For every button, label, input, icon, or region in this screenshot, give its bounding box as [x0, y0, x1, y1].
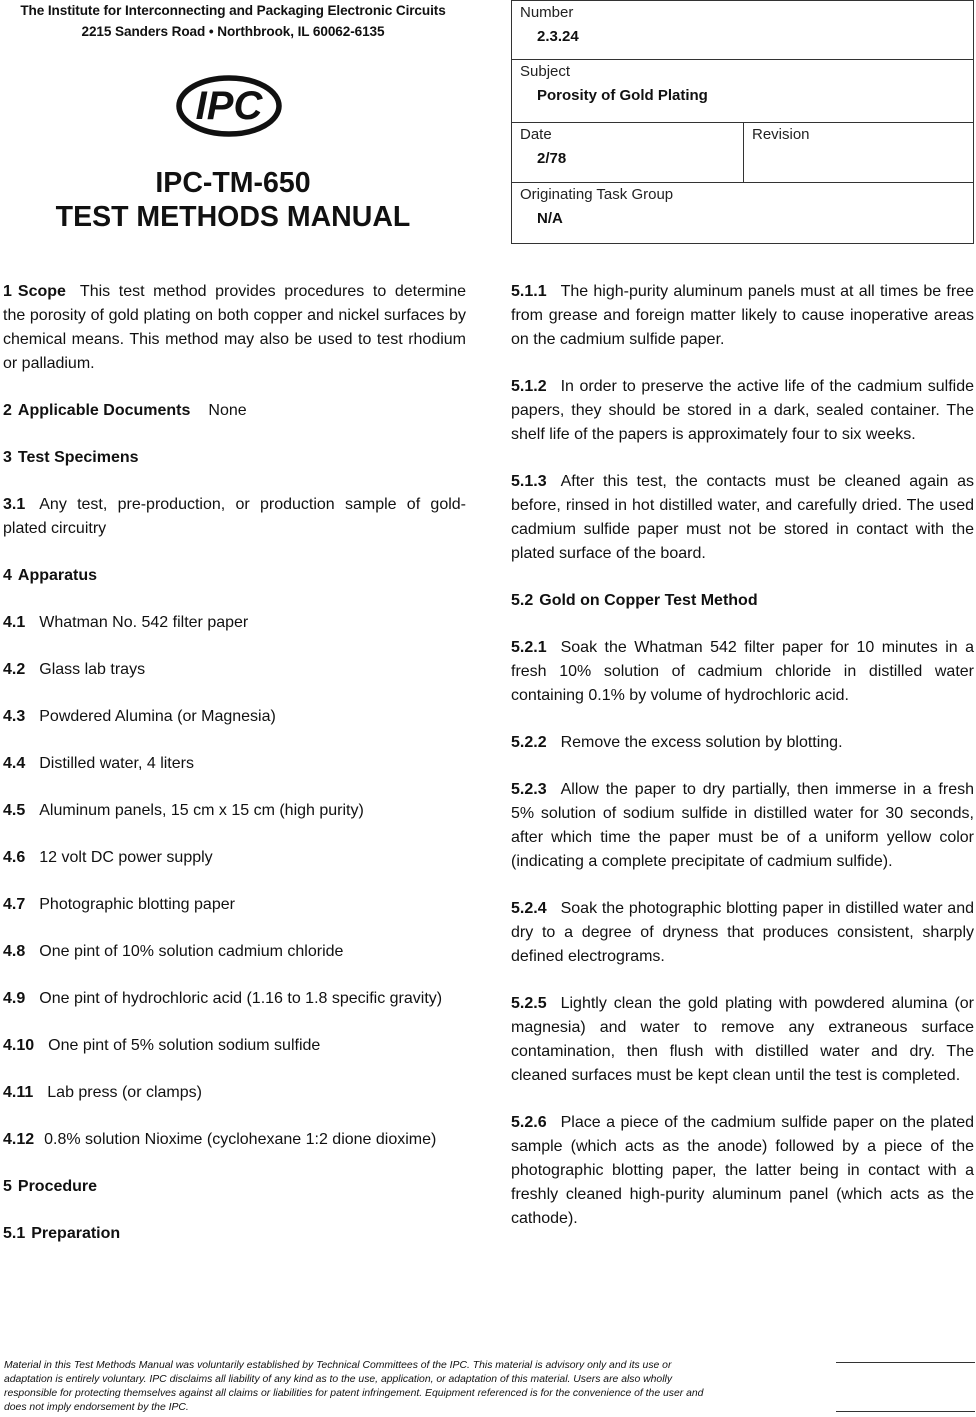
- item-number: 4.12: [3, 1131, 35, 1148]
- paragraph-text: Lightly clean the gold plating with powdered alumina (or magnesia) and water to remove any extraneous surface contamination, then flush with distilled water and dry. The cleaned surfaces must be kept clean until the test is completed.: [511, 995, 974, 1084]
- item-number: 4.1: [3, 614, 26, 631]
- item-text: One pint of 5% solution sodium sulfide: [48, 1037, 321, 1054]
- section-heading: 5.1 Preparation: [3, 1225, 121, 1242]
- section-test-specimens: [3, 446, 466, 470]
- paragraph-5-1-1: [511, 280, 974, 352]
- item-text: Glass lab trays: [39, 661, 146, 678]
- manual-title-line1: IPC-TM-650: [155, 167, 311, 199]
- item-number: 4.8: [3, 943, 26, 960]
- date-value: 2/78: [537, 150, 567, 167]
- organization-address: 2215 Sanders Road • Northbrook, IL 60062-6135: [81, 24, 385, 39]
- section-heading: 5 Procedure: [3, 1178, 98, 1195]
- manual-title: [0, 166, 466, 234]
- item-text: Whatman No. 542 filter paper: [39, 614, 249, 631]
- item-text: Photographic blotting paper: [39, 896, 235, 913]
- number-value: 2.3.24: [537, 28, 579, 45]
- subject-cell: [512, 60, 973, 123]
- paragraph-number: 5.2.3: [511, 781, 547, 798]
- paragraph-5-2-4: [511, 897, 974, 969]
- apparatus-item: [3, 611, 466, 635]
- paragraph-number: 5.1.3: [511, 473, 547, 490]
- disclaimer-footer: Material in this Test Methods Manual was voluntarily established by Technical Committees of the IPC. This material is advisory only and its use or adaptation is entirely voluntary. IPC disclaims all liability of any kind as to the use, application, or adaptation of this material. Users are also wholly responsible for protecting themselves against all claims or liabilities for patent infringement. Equipment referenced is for the convenience of the user and does not imply endorsement by the IPC.: [4, 1360, 704, 1413]
- item-number: 4.7: [3, 896, 26, 913]
- footer-divider: [836, 1411, 975, 1412]
- task-group-cell: [512, 183, 973, 243]
- paragraph-text: Soak the Whatman 542 filter paper for 10 minutes in a fresh 10% solution of cadmium chloride in distilled water containing 0.1% by volume of hydrochloric acid.: [511, 639, 974, 704]
- paragraph-number: 5.1.1: [511, 283, 547, 300]
- paragraph-number: 5.1.2: [511, 378, 547, 395]
- apparatus-item: [3, 1034, 466, 1058]
- paragraph-text: Soak the photographic blotting paper in distilled water and dry to a degree of dryness that produces consistent, sharply defined electrograms.: [511, 900, 974, 965]
- paragraph-text: The high-purity aluminum panels must at all times be free from grease and foreign matter likely to cause inoperative areas on the cadmium sulfide paper.: [511, 283, 974, 348]
- paragraph-text: Remove the excess solution by blotting.: [560, 734, 843, 751]
- paragraph-5-2-1: [511, 636, 974, 708]
- paragraph-number: 5.2.4: [511, 900, 547, 917]
- paragraph-5-2-2: [511, 731, 974, 755]
- footer-divider: [836, 1362, 975, 1363]
- paragraph-text: In order to preserve the active life of the cadmium sulfide papers, they should be stored in a dark, sealed container. The shelf life of the papers is approximately four to six weeks.: [511, 378, 974, 443]
- paragraph-text: Place a piece of the cadmium sulfide paper on the plated sample (which acts as the anode) followed by a piece of the photographic blotting paper, the latter being in contact with a freshly cleaned high-purity aluminum panel (which acts as the cathode).: [511, 1114, 974, 1227]
- apparatus-item: [3, 799, 466, 823]
- section-heading: 2 Applicable Documents: [3, 402, 191, 419]
- section-procedure: [3, 1175, 466, 1199]
- section-gold-on-copper: [511, 589, 974, 613]
- item-number: 4.2: [3, 661, 26, 678]
- item-number: 4.10: [3, 1037, 35, 1054]
- item-number: 4.9: [3, 990, 26, 1007]
- apparatus-item: [3, 893, 466, 917]
- organization-header: [0, 0, 466, 42]
- number-cell: [512, 1, 973, 60]
- item-number: 4.4: [3, 755, 26, 772]
- section-applicable-documents: [3, 399, 466, 423]
- section-text: None: [208, 402, 247, 419]
- paragraph-text: Allow the paper to dry partially, then immerse in a fresh 5% solution of sodium sulfide in distilled water for 30 seconds, after which time the paper must be of a uniform yellow color (indicating a complete precipitate of cadmium sulfide).: [511, 781, 974, 870]
- paragraph-number: 5.2.1: [511, 639, 547, 656]
- section-heading: 1 Scope: [3, 283, 66, 300]
- apparatus-item: [3, 705, 466, 729]
- revision-label: Revision: [752, 126, 810, 143]
- left-column: [3, 280, 466, 1269]
- item-number: 4.6: [3, 849, 26, 866]
- apparatus-item: [3, 1128, 466, 1152]
- paragraph-5-1-3: [511, 470, 974, 566]
- paragraph-number: 3.1: [3, 496, 26, 513]
- paragraph-text: After this test, the contacts must be cleaned again as before, rinsed in hot distilled water, and carefully dried. The used cadmium sulfide paper must not be stored in contact with the plated surface of the board.: [511, 473, 974, 562]
- apparatus-item: [3, 1081, 466, 1105]
- right-column: [511, 280, 974, 1254]
- apparatus-item: [3, 940, 466, 964]
- document-info-box: [511, 0, 974, 244]
- item-text: Lab press (or clamps): [47, 1084, 202, 1101]
- item-text: 12 volt DC power supply: [39, 849, 213, 866]
- logo-text: IPC: [195, 84, 263, 128]
- item-text: 0.8% solution Nioxime (cyclohexane 1:2 dione dioxime): [44, 1131, 437, 1148]
- item-text: Distilled water, 4 liters: [39, 755, 194, 772]
- paragraph-5-2-3: [511, 778, 974, 874]
- paragraph-number: 5.2.2: [511, 734, 547, 751]
- paragraph-5-2-5: [511, 992, 974, 1088]
- paragraph-number: 5.2.5: [511, 995, 547, 1012]
- date-cell: [512, 123, 744, 183]
- item-number: 4.3: [3, 708, 26, 725]
- revision-cell: [744, 123, 973, 183]
- apparatus-item: [3, 987, 466, 1011]
- item-text: One pint of 10% solution cadmium chloride: [39, 943, 344, 960]
- task-group-label: Originating Task Group: [520, 186, 674, 203]
- date-label: Date: [520, 126, 552, 143]
- number-label: Number: [520, 4, 574, 21]
- organization-name: The Institute for Interconnecting and Packaging Electronic Circuits: [20, 3, 446, 18]
- section-preparation: [3, 1222, 466, 1246]
- paragraph-5-2-6: [511, 1111, 974, 1231]
- section-apparatus: [3, 564, 466, 588]
- task-group-value: N/A: [537, 210, 563, 227]
- apparatus-item: [3, 846, 466, 870]
- manual-title-line2: TEST METHODS MANUAL: [55, 201, 411, 233]
- subject-label: Subject: [520, 63, 571, 80]
- ipc-logo: [176, 74, 282, 138]
- item-number: 4.5: [3, 802, 26, 819]
- item-number: 4.11: [3, 1084, 34, 1101]
- paragraph-3-1: [3, 493, 466, 541]
- section-scope: [3, 280, 466, 376]
- item-text: Powdered Alumina (or Magnesia): [39, 708, 276, 725]
- section-heading: 4 Apparatus: [3, 567, 98, 584]
- apparatus-item: [3, 658, 466, 682]
- item-text: Aluminum panels, 15 cm x 15 cm (high purity): [39, 802, 364, 819]
- item-text: One pint of hydrochloric acid (1.16 to 1.8 specific gravity): [39, 990, 443, 1007]
- section-heading: 3 Test Specimens: [3, 449, 139, 466]
- paragraph-number: 5.2.6: [511, 1114, 547, 1131]
- subject-value: Porosity of Gold Plating: [537, 87, 708, 104]
- section-text: This test method provides procedures to determine the porosity of gold plating on both copper and nickel surfaces by chemical means. This method may also be used to test rhodium or palladium.: [3, 283, 466, 372]
- paragraph-5-1-2: [511, 375, 974, 447]
- section-heading: 5.2 Gold on Copper Test Method: [511, 592, 758, 609]
- apparatus-item: [3, 752, 466, 776]
- paragraph-text: Any test, pre-production, or production sample of gold-plated circuitry: [3, 496, 466, 537]
